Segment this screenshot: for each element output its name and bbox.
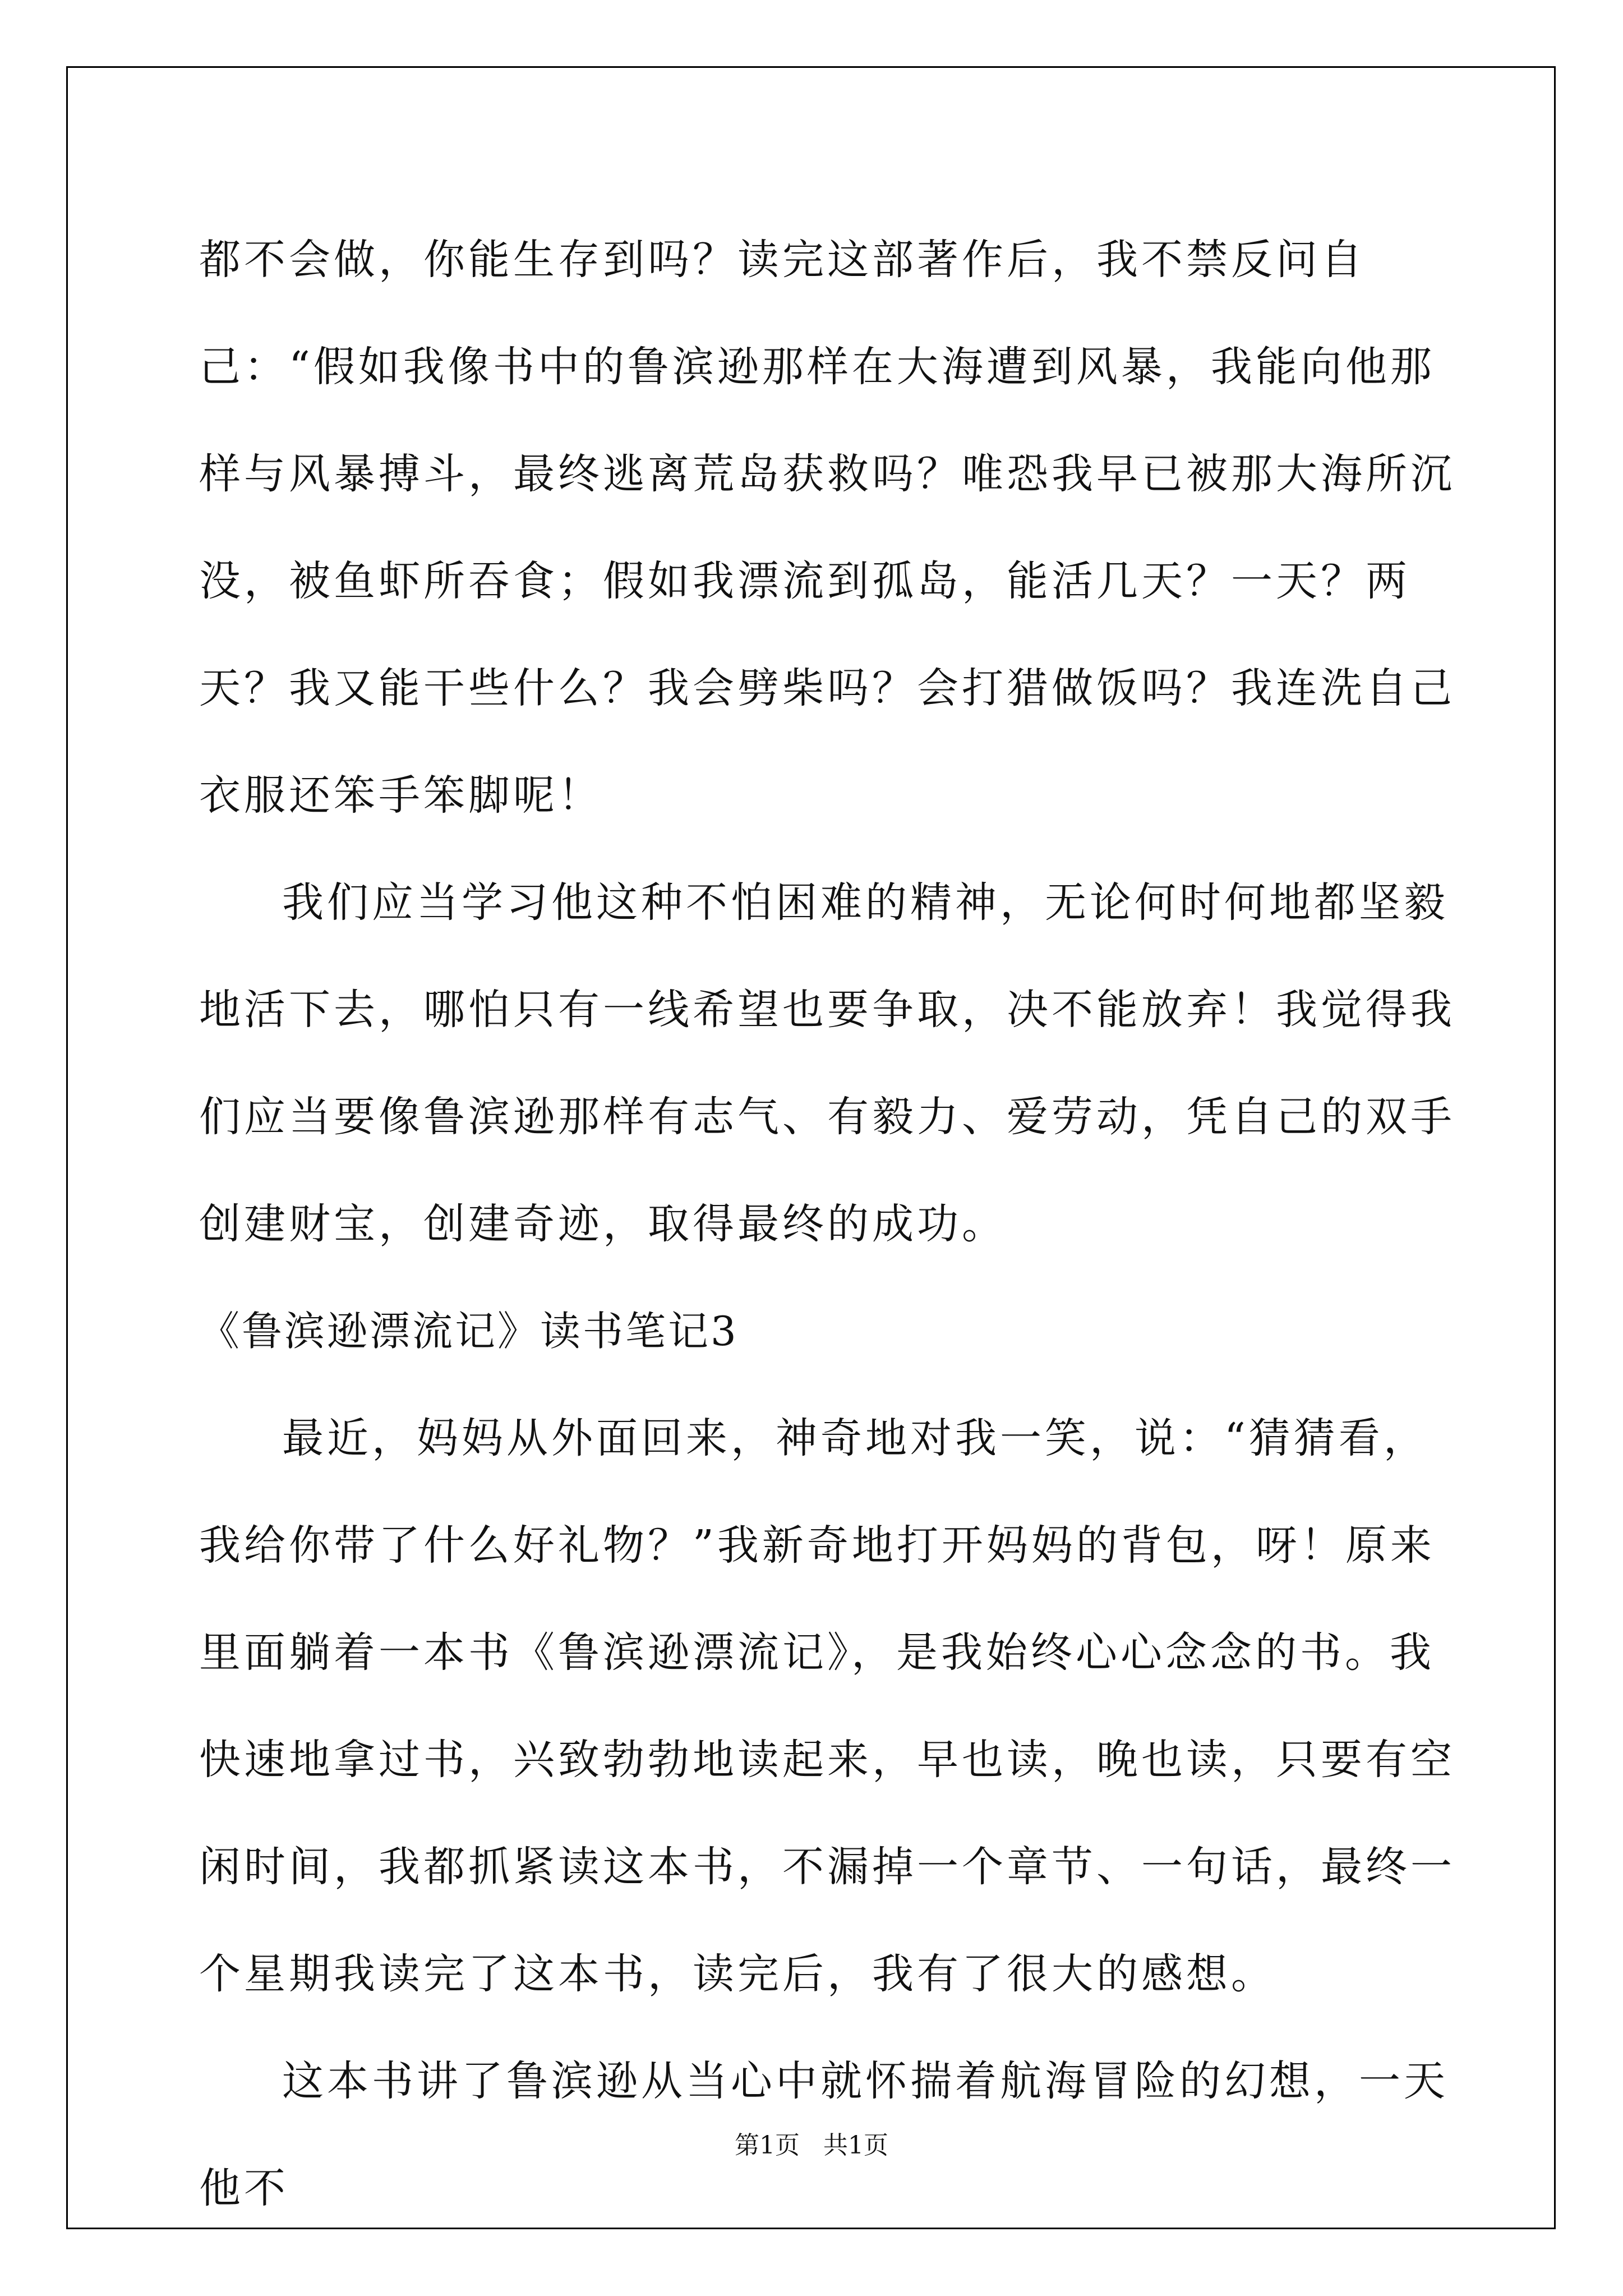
paragraph-4: 这本书讲了鲁滨逊从当心中就怀揣着航海冒险的幻想，一天他不 — [199, 2057, 1449, 2212]
page-footer: 第1页 共1页 — [735, 2131, 888, 2160]
document-body — [199, 206, 1467, 2242]
paragraph-3: 最近，妈妈从外面回来，神奇地对我一笑，说：“猜猜看，我给你带了什么好礼物？”我新奇地打开妈妈的背包，呀！原来里面躺着一本书《鲁滨逊漂流记》，是我始终心心念念的书。我快速地拿过书，兴致勃勃地读起来，早也读，晚也读，只要有空闲时间，我都抓紧读这本书，不漏掉一个章节、一句话，最终一个星期我读完了这本书，读完后，我有了很大的感想。 — [199, 1414, 1455, 1998]
paragraph-2: 我们应当学习他这种不怕困难的精神，无论何时何地都坚毅地活下去，哪怕只有一线希望也要争取，决不能放弃！我觉得我们应当要像鲁滨逊那样有志气、有毅力、爱劳动，凭自己的双手创建财宝，创建奇迹，取得最终的成功。 — [199, 878, 1455, 1248]
paragraph-1: 都不会做，你能生存到吗？读完这部著作后，我不禁反问自己：“假如我像书中的鲁滨逊那样在大海遭到风暴，我能向他那样与风暴搏斗，最终逃离荒岛获救吗？唯恐我早已被那大海所沉没，被鱼虾所吞食；假如我漂流到孤岛，能活几天？一天？两天？我又能干些什么？我会劈柴吗？会打猎做饭吗？我连洗自己衣服还笨手笨脚呢！ — [199, 236, 1455, 820]
section-heading: 《鲁滨逊漂流记》读书笔记3 — [199, 1308, 739, 1355]
